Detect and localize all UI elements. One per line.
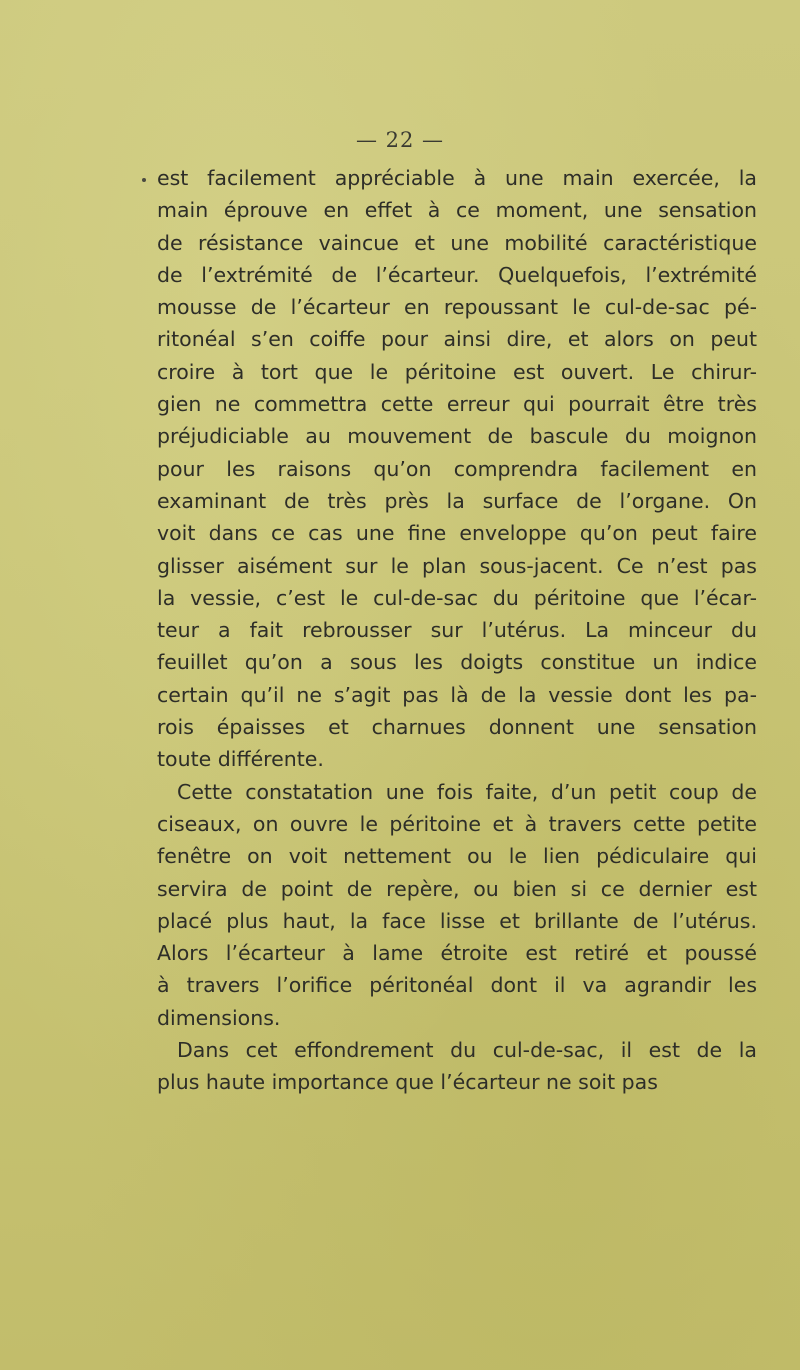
text-line: rois épaisses et charnues donnent une sensation (157, 715, 757, 740)
text-line: Alors l’écarteur à lame étroite est retiré et poussé (157, 941, 757, 966)
text-line: fenêtre on voit nettement ou le lien pédiculaire qui (157, 844, 757, 869)
text-line: main éprouve en effet à ce moment, une sensation (157, 198, 757, 223)
text-line: Cette constatation une fois faite, d’un petit coup de (177, 779, 757, 804)
margin-dot (142, 178, 146, 182)
text-line: ciseaux, on ouvre le péritoine et à travers cette petite (157, 811, 757, 836)
text-line: croire à tort que le péritoine est ouvert. Le chirur- (157, 359, 757, 384)
text-line: voit dans ce cas une fine enveloppe qu’on peut faire (157, 521, 757, 546)
text-line: Dans cet effondrement du cul-de-sac, il est de la (177, 1038, 757, 1063)
text-line: mousse de l’écarteur en repoussant le cul-de-sac pé- (157, 295, 757, 320)
text-line: plus haute importance que l’écarteur ne soit pas (157, 1070, 658, 1095)
text-line: glisser aisément sur le plan sous-jacent. Ce n’est pas (157, 553, 757, 578)
text-line: à travers l’orifice péritonéal dont il va agrandir les (157, 973, 757, 998)
text-line: feuillet qu’on a sous les doigts constitue un indice (157, 650, 757, 675)
text-line: teur a fait rebrousser sur l’utérus. La minceur du (157, 618, 757, 643)
text-line: ritonéal s’en coiffe pour ainsi dire, et alors on peut (157, 327, 757, 352)
text-line: placé plus haut, la face lisse et brillante de l’utérus. (157, 908, 757, 933)
text-line: dimensions. (157, 1005, 281, 1030)
text-line: est facilement appréciable à une main exercée, la (157, 166, 757, 190)
text-line: de l’extrémité de l’écarteur. Quelquefois, l’extrémité (157, 262, 757, 287)
text-line: servira de point de repère, ou bien si ce dernier est (157, 876, 757, 901)
text-line: examinant de très près la surface de l’organe. On (157, 488, 757, 513)
text-line: préjudiciable au mouvement de bascule du moignon (157, 424, 757, 449)
text-line: certain qu’il ne s’agit pas là de la vessie dont les pa- (157, 682, 757, 707)
text-line: gien ne commettra cette erreur qui pourrait être très (157, 392, 757, 417)
page-number: — 22 — (355, 128, 445, 152)
body-text (157, 162, 757, 1099)
text-line: de résistance vaincue et une mobilité caractéristique (157, 230, 757, 255)
text-line: pour les raisons qu’on comprendra facilement en (157, 456, 757, 481)
text-line: la vessie, c’est le cul-de-sac du péritoine que l’écar- (157, 585, 757, 610)
text-line: toute différente. (157, 747, 324, 772)
